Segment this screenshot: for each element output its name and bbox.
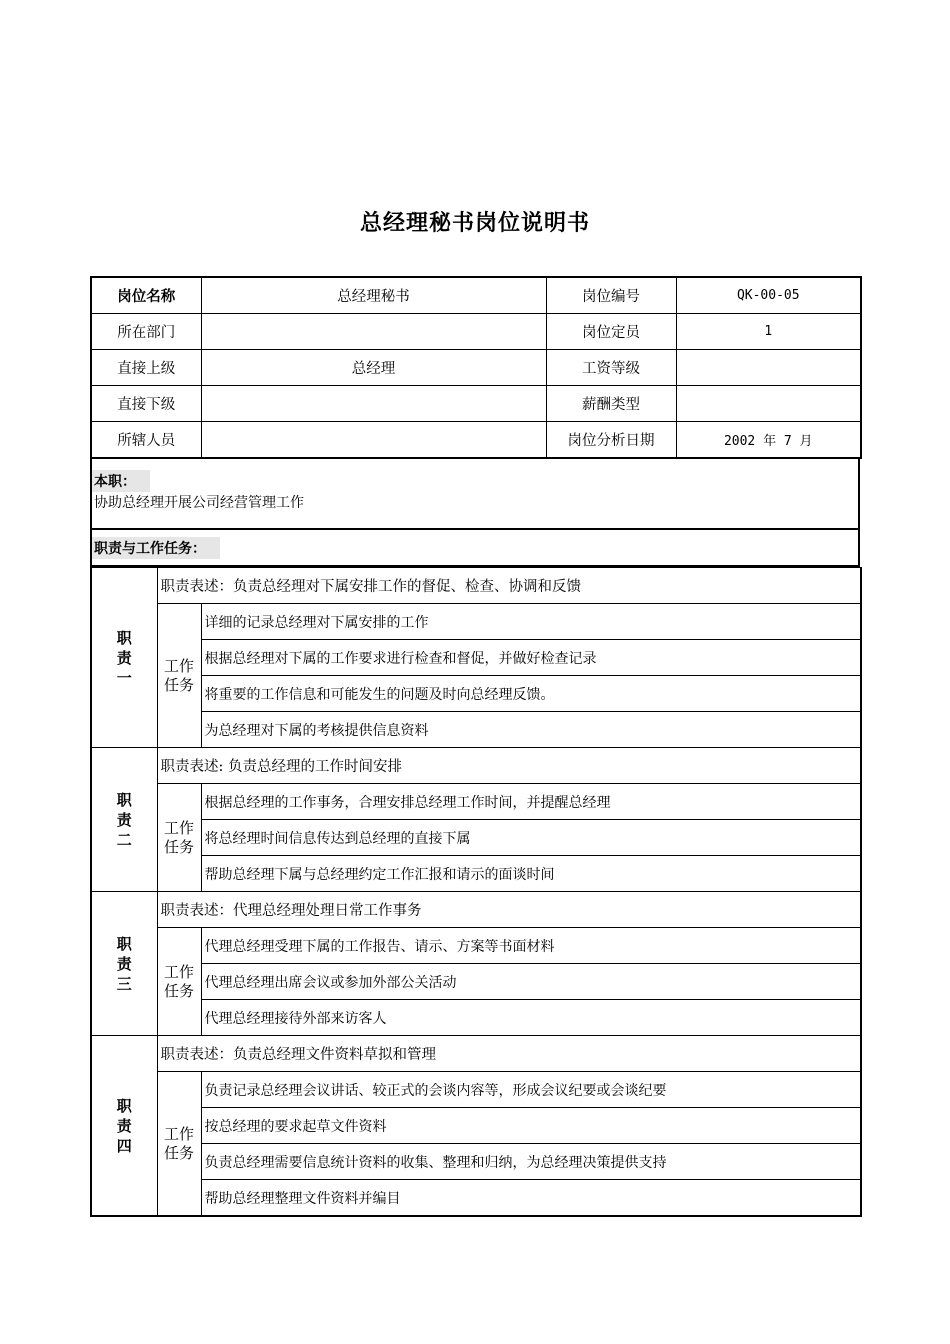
value-analysis-date: 2002 年 7 月 [676,422,861,459]
task-label [157,928,201,1036]
duty-name-char: 四 [116,1136,132,1155]
duty-name-char: 一 [116,668,132,687]
duty-name-char: 职 [116,1096,132,1115]
label-direct-superior: 直接上级 [91,350,201,386]
duty-description: 职责表述：负责总经理文件资料草拟和管理 [157,1036,861,1072]
info-row-staff [91,422,861,459]
value-direct-superior: 总经理 [201,350,546,386]
task-label-text: 工作 [163,1124,194,1143]
task-item: 将总经理时间信息传达到总经理的直接下属 [201,820,861,856]
duty-desc-row [91,748,861,784]
duty-name-char: 责 [116,648,132,667]
value-headcount: 1 [676,314,861,350]
page-title: 总经理秘书岗位说明书 [359,211,590,236]
task-row [91,712,861,748]
duty-name-char: 职 [116,934,132,953]
label-headcount: 岗位定员 [546,314,676,350]
label-direct-subordinate: 直接下级 [91,386,201,422]
task-label-text: 工作 [163,656,194,675]
task-item: 帮助总经理下属与总经理约定工作汇报和请示的面谈时间 [201,856,861,892]
label-pay-type: 薪酬类型 [546,386,676,422]
duty-desc-row [91,568,861,604]
task-label-text: 工作 [163,818,194,837]
info-row-position [91,277,861,314]
value-position-code: QK-00-05 [676,277,861,314]
basic-info-table [90,276,862,459]
main-duty-section [90,459,860,530]
task-item: 按总经理的要求起草文件资料 [201,1108,861,1144]
task-label-text: 任务 [163,837,194,856]
duty-name [91,1036,157,1217]
duty-name-char: 责 [116,1116,132,1135]
info-row-subordinate [91,386,861,422]
task-label-text: 任务 [163,675,194,694]
task-item: 负责记录总经理会议讲话、较正式的会谈内容等，形成会议纪要或会谈纪要 [201,1072,861,1108]
task-item: 将重要的工作信息和可能发生的问题及时向总经理反馈。 [201,676,861,712]
task-row [91,964,861,1000]
duty-name [91,568,157,748]
duty-name-char: 职 [116,790,132,809]
label-department: 所在部门 [91,314,201,350]
duty-name-char: 二 [116,830,132,849]
duty-name-char: 责 [116,810,132,829]
task-item: 为总经理对下属的考核提供信息资料 [201,712,861,748]
duty-desc-row [91,1036,861,1072]
label-managed-staff: 所辖人员 [91,422,201,459]
task-label-text: 工作 [163,962,194,981]
duty-description: 职责表述: 负责总经理的工作时间安排 [157,748,861,784]
task-row [91,820,861,856]
main-duty-label: 本职： [92,470,150,492]
task-item: 代理总经理出席会议或参加外部公关活动 [201,964,861,1000]
main-duty-text: 协助总经理开展公司经营管理工作 [94,495,304,511]
job-description-form [90,276,860,1217]
task-item: 根据总经理的工作事务，合理安排总经理工作时间，并提醒总经理 [201,784,861,820]
task-row [91,1144,861,1180]
duty-name-char: 责 [116,954,132,973]
duty-name-char: 职 [116,628,132,647]
label-salary-grade: 工资等级 [546,350,676,386]
task-label-text: 任务 [163,1143,194,1162]
info-row-department [91,314,861,350]
duty-name [91,748,157,892]
label-analysis-date: 岗位分析日期 [546,422,676,459]
task-item: 帮助总经理整理文件资料并编目 [201,1180,861,1217]
task-item: 根据总经理对下属的工作要求进行检查和督促，并做好检查记录 [201,640,861,676]
value-department [201,314,546,350]
duty-name [91,892,157,1036]
value-managed-staff [201,422,546,459]
task-row [91,640,861,676]
duties-header: 职责与工作任务： [92,537,220,559]
value-direct-subordinate [201,386,546,422]
task-label [157,1072,201,1217]
task-item: 代理总经理受理下属的工作报告、请示、方案等书面材料 [201,928,861,964]
task-row [91,676,861,712]
task-label [157,784,201,892]
duty-name-char: 三 [116,974,132,993]
info-row-superior [91,350,861,386]
task-row [91,1108,861,1144]
duty-description: 职责表述：代理总经理处理日常工作事务 [157,892,861,928]
label-position-code: 岗位编号 [546,277,676,314]
task-row [91,1000,861,1036]
task-row [91,856,861,892]
duty-desc-row [91,892,861,928]
task-row [91,604,861,640]
task-label [157,604,201,748]
value-pay-type [676,386,861,422]
label-position-name: 岗位名称 [91,277,201,314]
value-salary-grade [676,350,861,386]
task-label-text: 任务 [163,981,194,1000]
task-item: 代理总经理接待外部来访客人 [201,1000,861,1036]
duties-table [90,567,862,1217]
task-row [91,1072,861,1108]
task-row [91,784,861,820]
task-item: 负责总经理需要信息统计资料的收集、整理和归纳，为总经理决策提供支持 [201,1144,861,1180]
task-row [91,928,861,964]
duties-header-section [90,530,860,567]
task-row [91,1180,861,1217]
duty-description: 职责表述：负责总经理对下属安排工作的督促、检查、协调和反馈 [157,568,861,604]
task-item: 详细的记录总经理对下属安排的工作 [201,604,861,640]
value-position-name: 总经理秘书 [201,277,546,314]
